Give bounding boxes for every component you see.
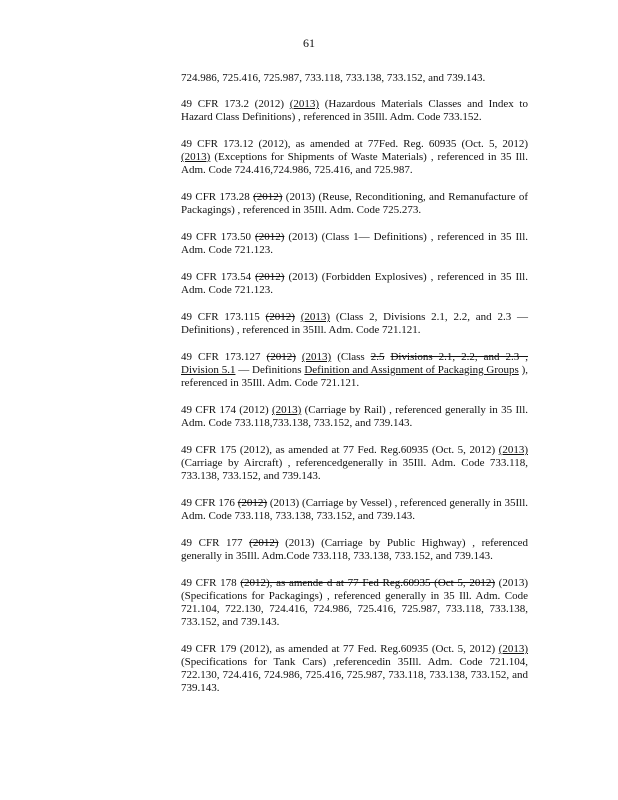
entry-text: (Exceptions for Shipments of Waste Materials) , referenced in 35 Ill. Adm. Code 724.416,724.986, 725.416, and 725.987. bbox=[181, 151, 528, 176]
entry-text: 49 CFR 177 bbox=[181, 537, 250, 549]
entry-text: (Carriage by Rail) , referenced generally in 35 Ill. Adm. Code 733.118,733.138, 733.152, and 739.143. bbox=[181, 404, 528, 429]
entry-text: ), referenced in 35Ill. Adm. Code 721.121. bbox=[181, 364, 528, 389]
entry-text: (2013) (Carriage by Vessel) , referenced generally in 35Ill. Adm. Code 733.118, 733.138, 733.152, and 739.143. bbox=[181, 497, 528, 522]
entry-text: (Specifications for Tank Cars) ,referencedin 35Ill. Adm. Code 721.104, 722.130, 724.416, 724.986, 725.416, 725.987, 733.118, 733.138, 733.152, and 739.143. bbox=[181, 656, 528, 694]
deleted-text: (2012) bbox=[265, 311, 295, 323]
regulation-entry bbox=[181, 537, 528, 563]
inserted-text: (2013) bbox=[301, 351, 332, 363]
regulation-entry bbox=[181, 98, 528, 124]
regulation-entry bbox=[181, 404, 528, 430]
entry-text: 49 CFR 175 (2012), as amended at 77 Fed. Reg.60935 (Oct. 5, 2012) bbox=[181, 444, 499, 456]
inserted-text: (2013) bbox=[271, 404, 302, 416]
page-number: 61 bbox=[303, 36, 315, 50]
regulation-entry bbox=[181, 138, 528, 177]
regulation-entry bbox=[181, 577, 528, 629]
deleted-text: 2.5 bbox=[370, 351, 385, 363]
entry-text: (Hazardous Materials Classes and Index to Hazard Class Definitions) , referenced in 35Ill. Adm. Code 733.152. bbox=[181, 98, 528, 123]
deleted-text: Divisions 2.1, 2.2, and 2.3 , bbox=[390, 351, 529, 363]
inserted-text: (2013) bbox=[300, 311, 331, 323]
entry-text: 49 CFR 173.54 bbox=[181, 271, 256, 283]
inserted-text: (2013) bbox=[498, 643, 528, 655]
deleted-text: (2012) bbox=[253, 191, 283, 203]
deleted-text: (2012) bbox=[237, 497, 268, 509]
entry-text: 49 CFR 178 bbox=[181, 577, 241, 589]
entry-text: 49 CFR 174 (2012) bbox=[181, 404, 272, 416]
inserted-text: Division 5.1 bbox=[181, 364, 236, 376]
inserted-text: (2013) bbox=[498, 444, 528, 456]
entry-text: 49 CFR 173.28 bbox=[181, 191, 254, 203]
regulation-entry bbox=[181, 72, 528, 85]
document-body bbox=[181, 72, 528, 709]
entry-text: 49 CFR 173.12 (2012), as amended at 77Fed. Reg. 60935 (Oct. 5, 2012) bbox=[181, 138, 528, 150]
regulation-entry bbox=[181, 643, 528, 695]
deleted-text: (2012), as amende d at 77 Fed Reg.60935 (Oct 5, 2012) bbox=[240, 577, 495, 589]
entry-text: 49 CFR 173.2 (2012) bbox=[181, 98, 290, 110]
inserted-text: (2013) bbox=[181, 151, 211, 163]
entry-text: (2013) (Forbidden Explosives) , referenced in 35 Ill. Adm. Code 721.123. bbox=[181, 271, 528, 296]
deleted-text: (2012) bbox=[249, 537, 279, 549]
entry-text: 49 CFR 173.50 bbox=[181, 231, 256, 243]
regulation-entry bbox=[181, 497, 528, 523]
regulation-entry bbox=[181, 271, 528, 297]
entry-text: (Class 2, Divisions 2.1, 2.2, and 2.3 — Definitions) , referenced in 35Ill. Adm. Code 721.121. bbox=[181, 311, 528, 336]
entry-text: 49 CFR 173.127 bbox=[181, 351, 267, 363]
regulation-entry bbox=[181, 311, 528, 337]
entry-text: 49 CFR 176 bbox=[181, 497, 238, 509]
regulation-entry bbox=[181, 231, 528, 257]
regulation-entry bbox=[181, 191, 528, 217]
entry-text: (2013) (Class 1— Definitions) , referenced in 35 Ill. Adm. Code 721.123. bbox=[181, 231, 529, 256]
entry-text: — Definitions bbox=[235, 364, 305, 376]
inserted-text: Definition and Assignment of Packaging Groups bbox=[304, 364, 519, 376]
entry-text: 724.986, 725.416, 725.987, 733.118, 733.138, 733.152, and 739.143. bbox=[181, 72, 486, 84]
entry-text: 49 CFR 173.115 bbox=[181, 311, 266, 323]
regulation-entry bbox=[181, 444, 528, 483]
entry-text: (Carriage by Aircraft) , referencedgenerally in 35Ill. Adm. Code 733.118, 733.138, 733.152, and 739.143. bbox=[181, 457, 528, 482]
entry-text: 49 CFR 179 (2012), as amended at 77 Fed. Reg.60935 (Oct. 5, 2012) bbox=[181, 643, 499, 655]
inserted-text: (2013) bbox=[289, 98, 320, 110]
deleted-text: (2012) bbox=[266, 351, 296, 363]
entry-text: (Class bbox=[331, 351, 371, 363]
entry-text: (2013) (Reuse, Reconditioning, and Remanufacture of Packagings) , referenced in 35Ill. Adm. Code 725.273. bbox=[181, 191, 528, 216]
entry-text: (2013) (Specifications for Packagings) , referenced generally in 35 Ill. Adm. Code 721.104, 722.130, 724.416, 724.986, 725.416, 725.987, 733.118, 733.138, 733.152, and 739.143. bbox=[181, 577, 528, 628]
entry-text: (2013) (Carriage by Public Highway) , referenced generally in 35Ill. Adm.Code 733.118, 733.138, 733.152, and 739.143. bbox=[181, 537, 528, 562]
deleted-text: (2012) bbox=[255, 271, 285, 283]
deleted-text: (2012) bbox=[255, 231, 285, 243]
regulation-entry bbox=[181, 351, 528, 390]
